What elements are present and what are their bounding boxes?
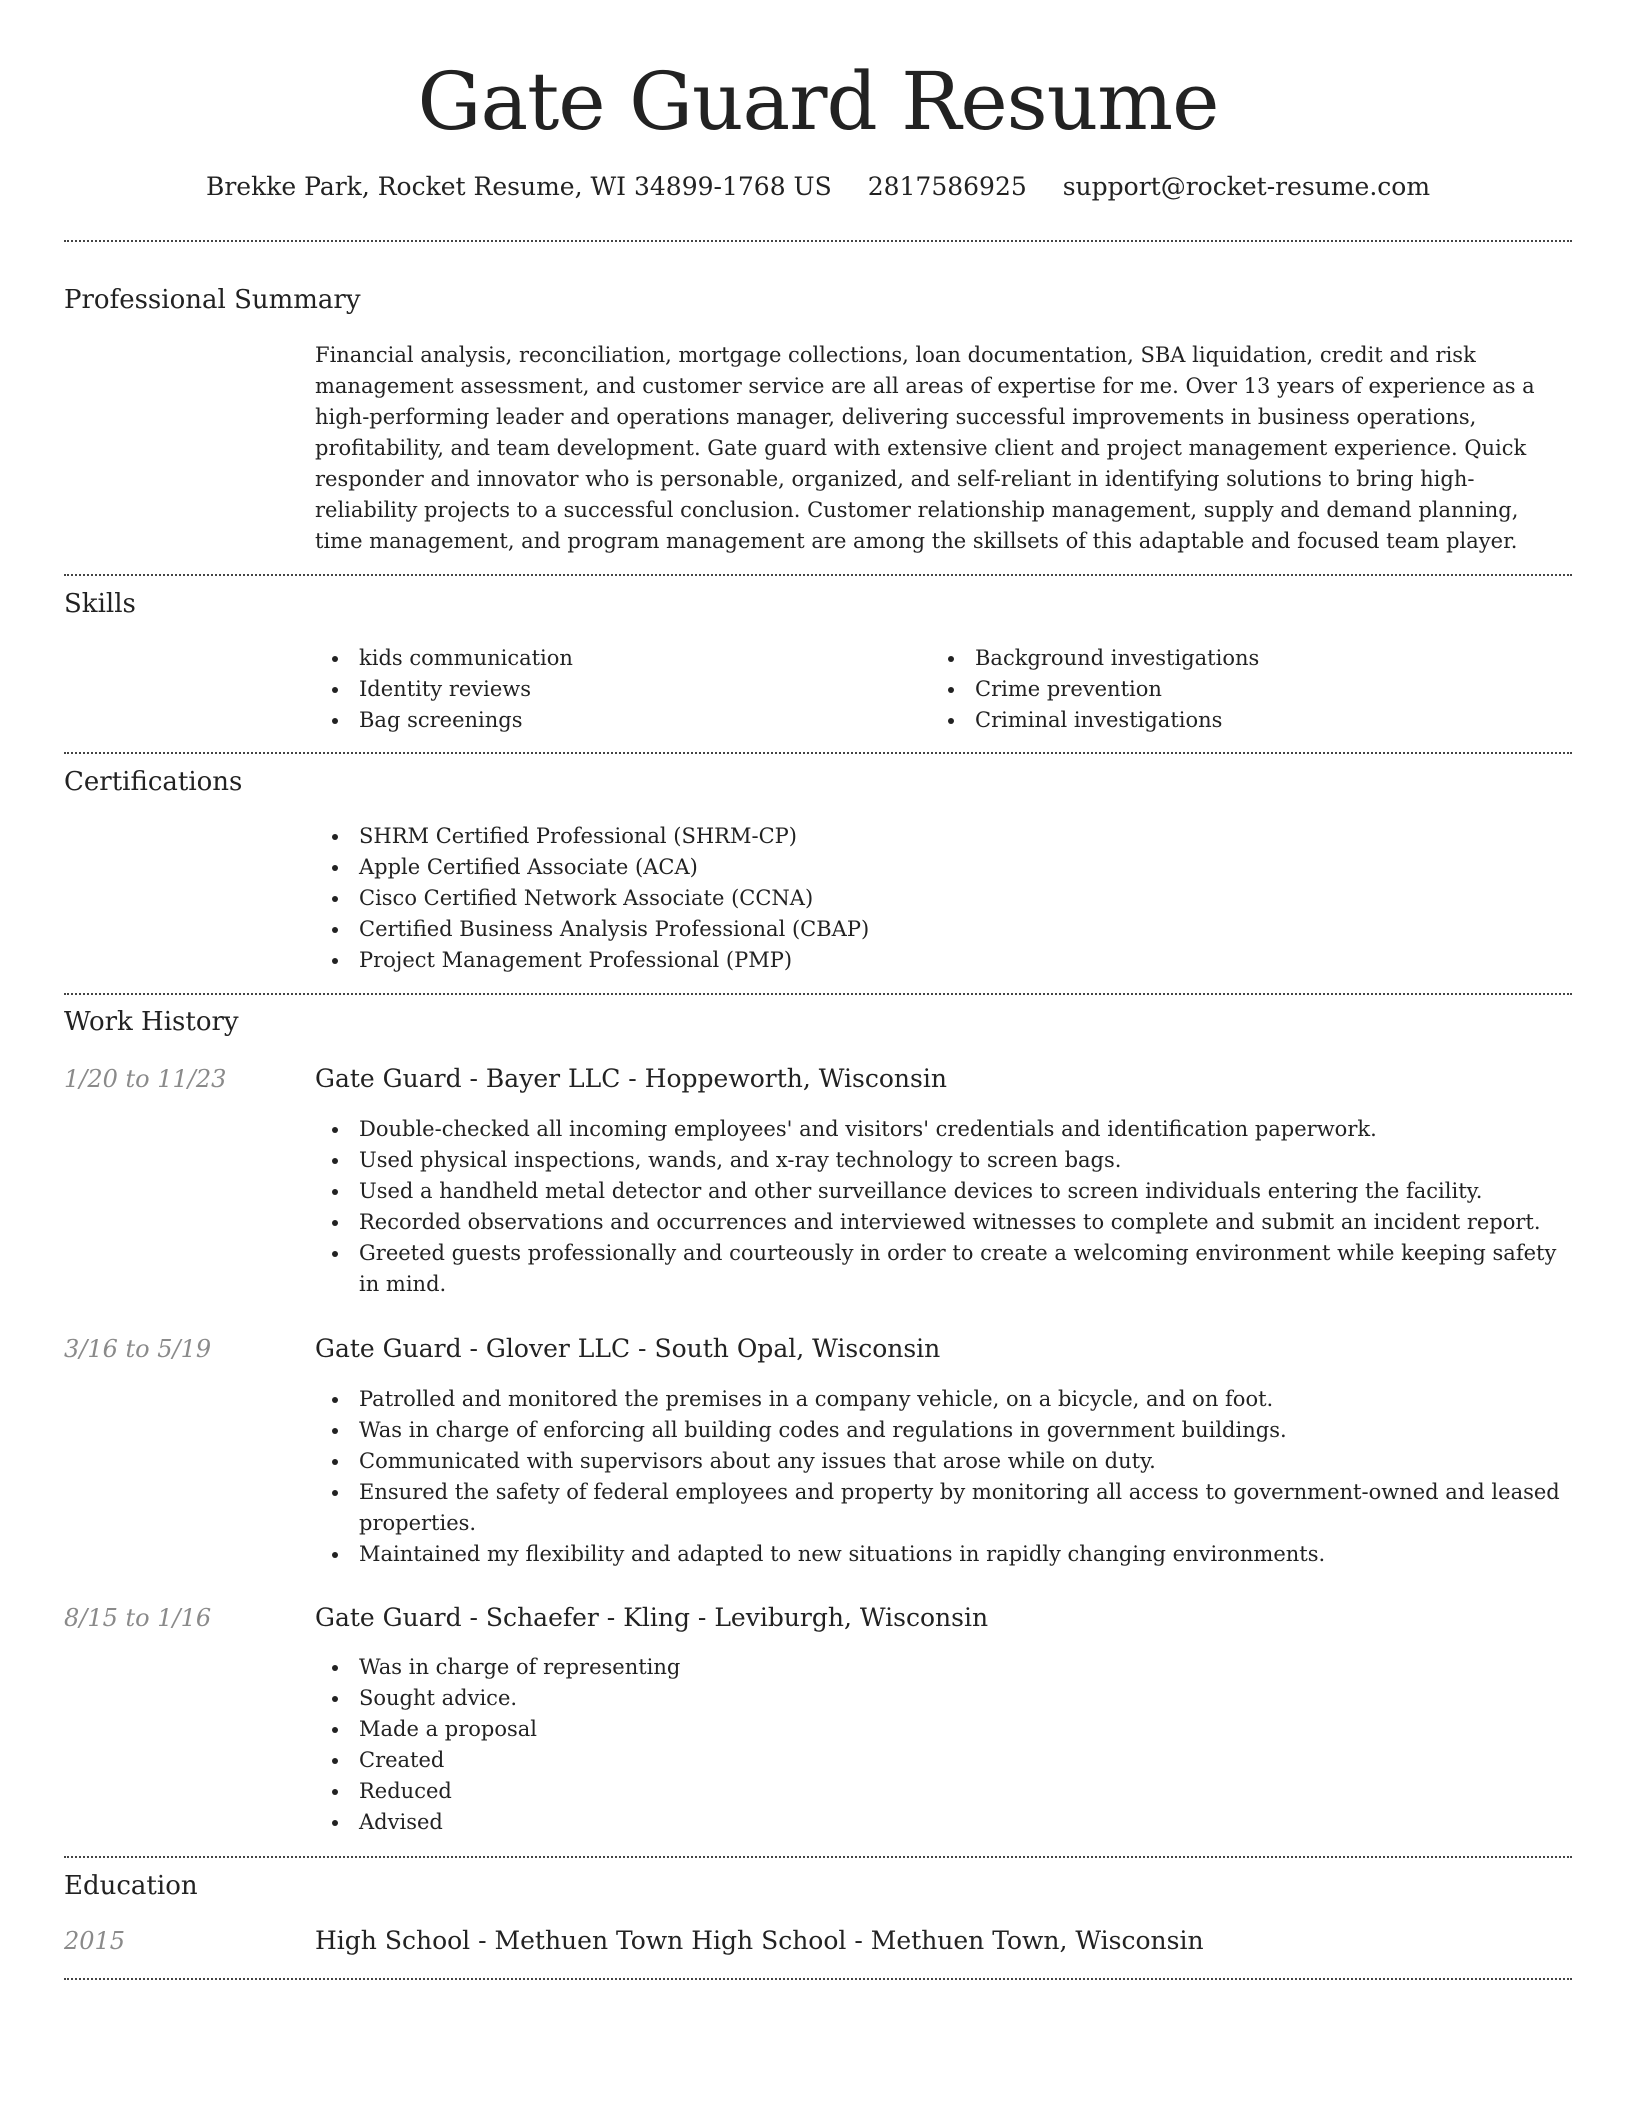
skill-item: Identity reviews xyxy=(315,674,931,705)
job-bullets xyxy=(64,1652,1572,1838)
skill-item: kids communication xyxy=(315,643,931,674)
job-date: 8/15 to 1/16 xyxy=(64,1604,212,1632)
skills-column-right xyxy=(931,643,1547,736)
job-title: Gate Guard - Bayer LLC - Hoppeworth, Wisconsin xyxy=(315,1064,947,1093)
work-section xyxy=(64,1004,1572,1040)
certifications-section xyxy=(64,764,1572,800)
job-entry xyxy=(64,1601,1572,1635)
job-title: Gate Guard - Schaefer - Kling - Leviburgh, Wisconsin xyxy=(315,1603,989,1632)
job-bullet: Was in charge of representing xyxy=(315,1652,1572,1683)
contact-line xyxy=(64,170,1572,204)
job-title: Gate Guard - Glover LLC - South Opal, Wisconsin xyxy=(315,1334,941,1363)
education-entry xyxy=(64,1924,1572,1958)
certifications-body xyxy=(64,821,1572,976)
summary-text: Financial analysis, reconciliation, mortgage collections, loan documentation, SBA liquidation, credit and risk management assessment, and customer service are all areas of expertise for me. Over 13 years of experience as a high-performing leader and operations manager, delivering successful improvements in business operations, profitability, and team development. Gate guard with extensive client and project management experience. Quick responder and innovator who is personable, organized, and self-reliant in identifying solutions to bring high-reliability projects to a successful conclusion. Customer relationship management, supply and demand planning, time management, and program management are among the skillsets of this adaptable and focused team player. xyxy=(315,343,1535,553)
resume-header xyxy=(64,52,1572,152)
job-bullet: Communicated with supervisors about any issues that arose while on duty. xyxy=(315,1446,1572,1477)
contact-phone: 2817586925 xyxy=(867,172,1027,201)
job-bullet: Was in charge of enforcing all building codes and regulations in government buildings. xyxy=(315,1415,1572,1446)
divider xyxy=(64,752,1572,754)
job-date: 3/16 to 5/19 xyxy=(64,1335,212,1363)
job-bullet: Reduced xyxy=(315,1776,1572,1807)
resume-name: Gate Guard Resume xyxy=(417,55,1219,148)
divider xyxy=(64,1856,1572,1858)
job-bullet: Greeted guests professionally and courteously in order to create a welcoming environment while keeping safety in mind. xyxy=(315,1238,1572,1300)
divider xyxy=(64,574,1572,576)
divider xyxy=(64,240,1572,242)
section-title-skills: Skills xyxy=(64,589,136,619)
job-bullet: Maintained my flexibility and adapted to new situations in rapidly changing environments. xyxy=(315,1539,1572,1570)
job-bullet: Double-checked all incoming employees' and visitors' credentials and identification paperwork. xyxy=(315,1114,1572,1145)
job-bullet: Recorded observations and occurrences and interviewed witnesses to complete and submit an incident report. xyxy=(315,1207,1572,1238)
job-bullet: Used physical inspections, wands, and x-ray technology to screen bags. xyxy=(315,1145,1572,1176)
job-bullet: Advised xyxy=(315,1807,1572,1838)
section-title-summary: Professional Summary xyxy=(64,285,361,315)
contact-email: support@rocket-resume.com xyxy=(1062,172,1431,201)
skill-item: Crime prevention xyxy=(931,674,1547,705)
skill-item: Background investigations xyxy=(931,643,1547,674)
job-bullet: Ensured the safety of federal employees and property by monitoring all access to government-owned and leased properties. xyxy=(315,1477,1572,1539)
education-date: 2015 xyxy=(64,1927,126,1955)
skill-item: Criminal investigations xyxy=(931,705,1547,736)
certification-item: Cisco Certified Network Associate (CCNA) xyxy=(315,883,1572,914)
section-title-certifications: Certifications xyxy=(64,767,243,797)
job-bullet: Sought advice. xyxy=(315,1683,1572,1714)
section-title-education: Education xyxy=(64,1871,198,1901)
job-date: 1/20 to 11/23 xyxy=(64,1065,227,1093)
job-bullet: Patrolled and monitored the premises in a company vehicle, on a bicycle, and on foot. xyxy=(315,1384,1572,1415)
certification-item: Apple Certified Associate (ACA) xyxy=(315,852,1572,883)
summary-section xyxy=(64,282,1572,318)
skills-body xyxy=(64,643,1572,736)
job-bullets xyxy=(64,1384,1572,1570)
education-degree: High School - Methuen Town High School - Methuen Town, Wisconsin xyxy=(315,1926,1204,1955)
job-bullet: Created xyxy=(315,1745,1572,1776)
job-entry xyxy=(64,1332,1572,1366)
job-bullet: Made a proposal xyxy=(315,1714,1572,1745)
summary-body xyxy=(64,340,1572,557)
section-title-work: Work History xyxy=(64,1007,239,1037)
job-entry xyxy=(64,1062,1572,1096)
certification-item: Project Management Professional (PMP) xyxy=(315,945,1572,976)
skills-column-left xyxy=(315,643,931,736)
contact-address: Brekke Park, Rocket Resume, WI 34899-1768 US xyxy=(205,172,832,201)
certification-item: SHRM Certified Professional (SHRM-CP) xyxy=(315,821,1572,852)
divider xyxy=(64,993,1572,995)
divider xyxy=(64,1978,1572,1980)
resume-page xyxy=(64,0,1572,2112)
certification-item: Certified Business Analysis Professional (CBAP) xyxy=(315,914,1572,945)
job-bullets xyxy=(64,1114,1572,1300)
skills-section xyxy=(64,586,1572,622)
education-section xyxy=(64,1868,1572,1904)
job-bullet: Used a handheld metal detector and other surveillance devices to screen individuals entering the facility. xyxy=(315,1176,1572,1207)
skill-item: Bag screenings xyxy=(315,705,931,736)
